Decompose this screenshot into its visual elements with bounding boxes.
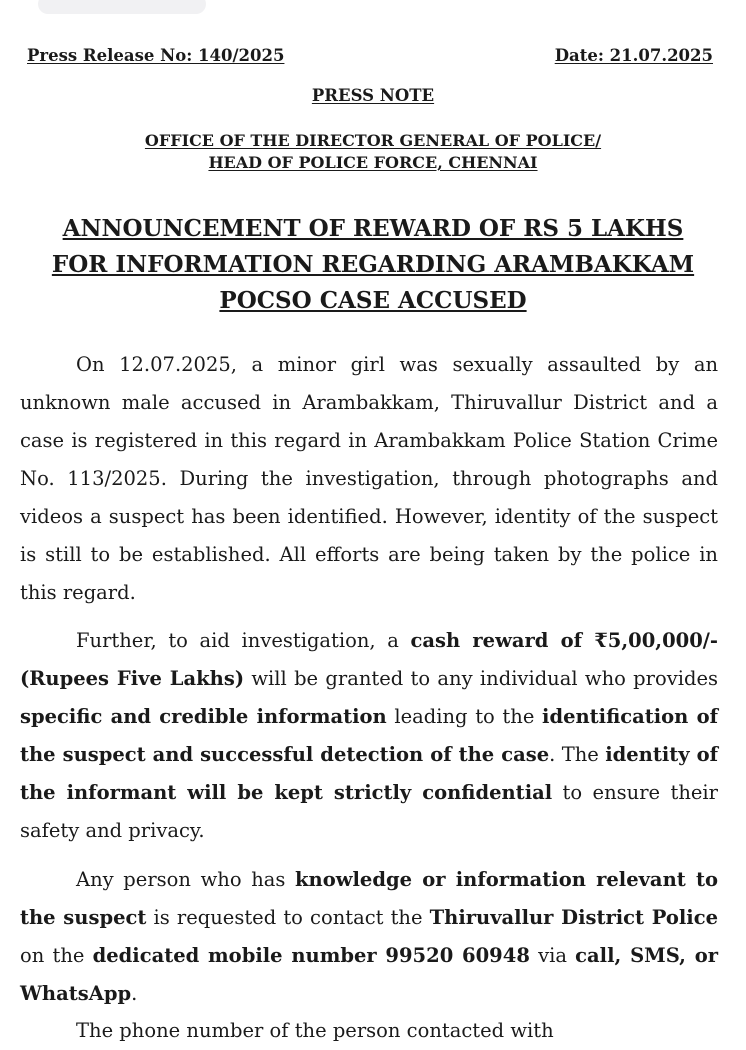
contact-text-4: via: [529, 944, 576, 967]
paragraph-incident: On 12.07.2025, a minor girl was sexually assaulted by an unknown male accused in Arambakkam, Thiruvallur District and a case is registered in this regard in Arambakkam Police Station Crime No. 113/2025. During the investigation, through photographs and videos a suspect has been identified. However, identity of the suspect is still to be established. All efforts are being taken by the police in this regard.: [20, 353, 718, 604]
office-line-1: OFFICE OF THE DIRECTOR GENERAL OF POLICE/: [144, 131, 602, 150]
contact-authority: Thiruvallur District Police: [429, 906, 718, 929]
reward-text-5: to ensure their safety and privacy.: [20, 781, 718, 842]
office-heading: [0, 130, 746, 174]
reward-amount: cash reward of ₹5,00,000/- (Rupees Five Lakhs): [20, 629, 718, 690]
release-date: Date: 21.07.2025: [554, 46, 713, 65]
title-line-3: POCSO CASE ACCUSED: [219, 287, 527, 314]
reward-text-3: leading to the: [386, 705, 543, 728]
title-line-1: ANNOUNCEMENT OF REWARD OF RS 5 LAKHS: [62, 215, 684, 242]
informant-confidentiality: identity of the informant will be kept strictly confidential: [20, 743, 719, 804]
press-note-heading: PRESS NOTE: [311, 86, 435, 105]
contact-who: knowledge or information relevant to the suspect: [20, 868, 718, 929]
contact-text-5: .: [131, 982, 138, 1005]
contact-text-3: on the: [20, 944, 93, 967]
paragraph-contact: [20, 861, 718, 1013]
paragraph-reward: [20, 622, 718, 850]
press-release-number: Press Release No: 140/2025: [27, 46, 285, 65]
title-line-2: FOR INFORMATION REGARDING ARAMBAKKAM: [51, 251, 695, 278]
contact-methods: call, SMS, or WhatsApp: [20, 944, 718, 1005]
contact-phone-number: dedicated mobile number 99520 60948: [92, 944, 530, 967]
paragraph-cutoff: The phone number of the person contacted with: [76, 1019, 554, 1042]
contact-text-1: Any person who has: [76, 868, 296, 891]
reward-text-2: will be granted to any individual who provides: [244, 667, 719, 690]
document-title: [0, 211, 746, 319]
reward-goal: identification of the suspect and successful detection of the case: [20, 705, 718, 766]
office-line-2: HEAD OF POLICE FORCE, CHENNAI: [208, 153, 538, 172]
contact-text-2: is requested to contact the: [146, 906, 430, 929]
reward-text-1: Further, to aid investigation, a: [76, 629, 411, 652]
top-status-bar: [38, 0, 206, 14]
reward-text-4: . The: [549, 743, 606, 766]
reward-condition: specific and credible information: [20, 705, 387, 728]
